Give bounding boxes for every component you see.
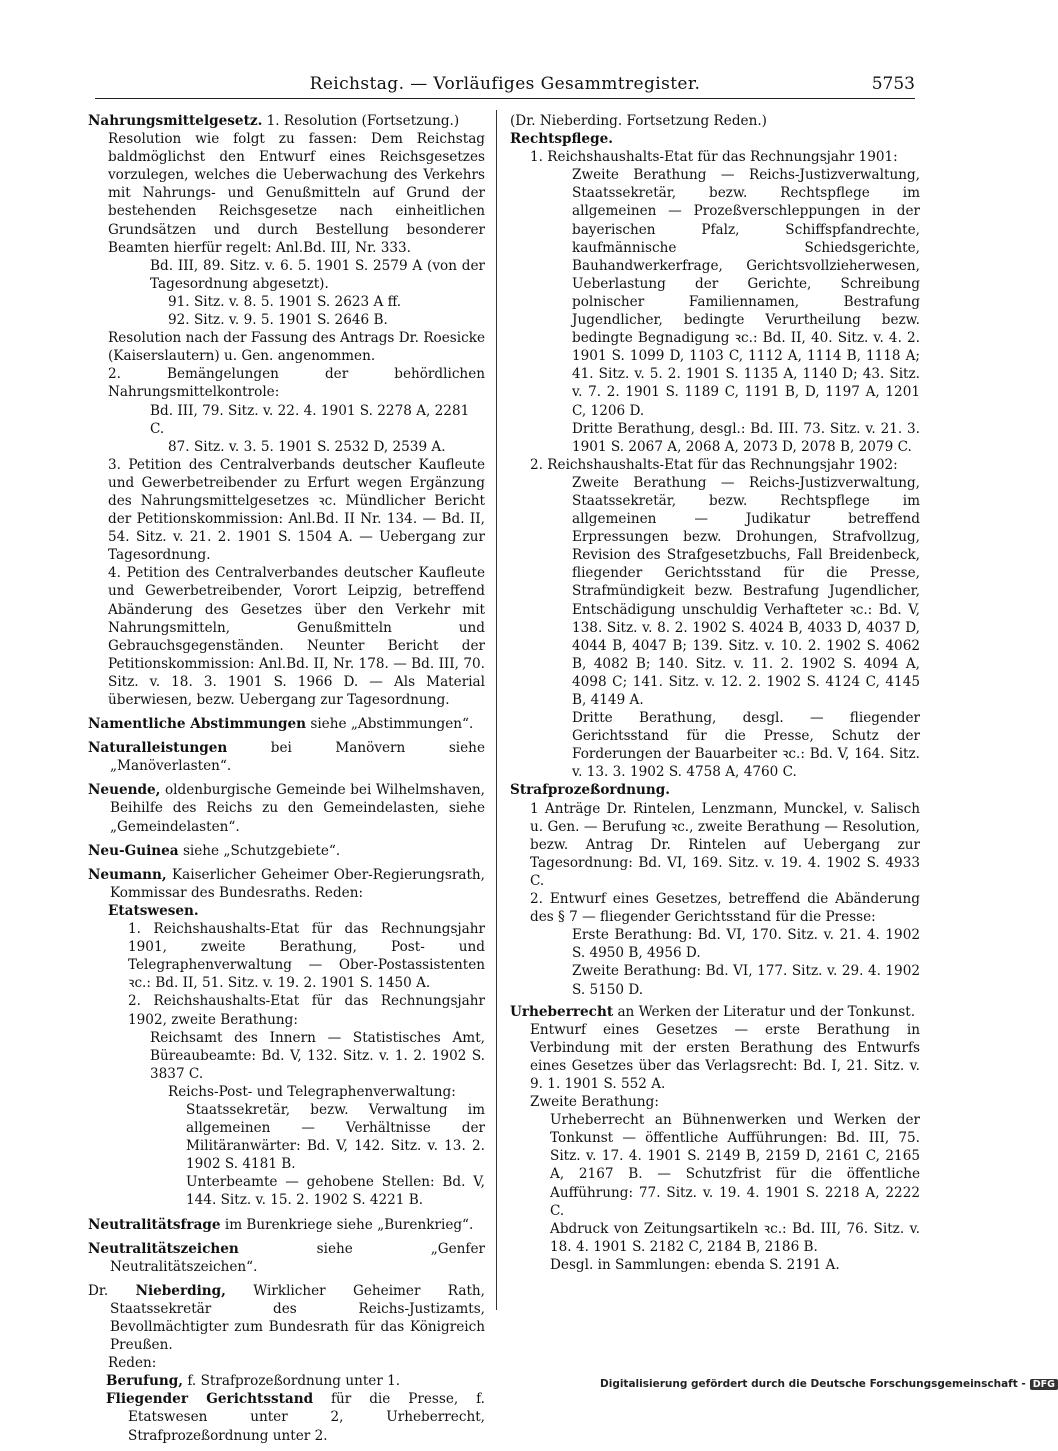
- left-column: [88, 112, 485, 1451]
- reden-label: Reden:: [108, 1355, 157, 1372]
- reference: Dritte Berathung, desgl.: Bd. III. 73. Sitz. v. 21. 3. 1901 S. 2067 A, 2068 A, 2073 D, 2078 B, 2079 C.: [572, 420, 920, 455]
- footer-credit: [600, 1378, 1055, 1394]
- reference: Zweite Berathung — Reichs-Justizverwaltung, Staatssekretär, bezw. Rechtspflege im allgemeinen — Judikatur betreffend Erpressungen bezw. Drohungen, Strafvollzug, Revision des Strafgesetzbuchs, Fall Breidenbeck, fliegender Gerichtsstand für die Presse, Strafmündigkeit bezw. Bestrafung Jugendlicher, Entschädigung unschuldig Verhafteter ꝛc.: Bd. V, 138. Sitz. v. 8. 2. 1902 S. 4024 B, 4033 D, 4037 D, 4044 B, 4047 B; 139. Sitz. v. 10. 2. 1902 S. 4062 B, 4082 B; 140. Sitz. v. 11. 2. 1902 S. 4094 A, 4098 C; 141. Sitz. v. 12. 2. 1902 S. 4124 C, 4145 B, 4149 A.: [572, 474, 920, 708]
- entry-text: Kaiserlicher Geheimer Ober-Regierungsrath, Kommissar des Bundesraths. Reden:: [110, 866, 485, 901]
- reference: Dritte Berathung, desgl. — fliegender Gerichtsstand für die Presse, Schutz der Forderungen der Bauarbeiter ꝛc.: Bd. V, 164. Sitz. v. 13. 3. 1902 S. 4758 A, 4760 C.: [572, 710, 920, 781]
- headword: Neutralitätsfrage: [88, 1216, 221, 1233]
- entry-namentliche-abstimmungen: [88, 715, 485, 733]
- list-item: 2. Reichshaushalts-Etat für das Rechnungsjahr 1902:: [530, 456, 898, 473]
- paragraph: Resolution nach der Fassung des Antrags Dr. Roesicke (Kaiserslautern) u. Gen. angenommen.: [108, 330, 485, 365]
- reference: Zweite Berathung — Reichs-Justizverwaltung, Staatssekretär, bezw. Rechtspflege im allgemeinen — Prozeßverschleppungen in der bayerischen Pfalz, Schiffspfandrechte, kaufmännische Schiedsgerichte, Bauhandwerkerfrage, Gerichtsvollzieherwesen, Ueberlastung der Gerichte, Schreibung polnischer Familiennamen, Bestrafung Jugendlicher, bedingte Verurtheilung bezw. bedingte Begnadigung ꝛc.: Bd. II, 40. Sitz. v. 4. 2. 1901 S. 1099 D, 1103 C, 1112 A, 1114 B, 1118 A; 41. Sitz. v. 5. 2. 1901 S. 1135 A, 1140 D; 43. Sitz. v. 7. 2. 1901 S. 1189 C, 1191 B, D, 1197 A, 1201 C, 1206 D.: [572, 167, 920, 419]
- entry-nieberding: [88, 1282, 485, 1445]
- headword: Naturalleistungen: [88, 740, 228, 757]
- entry-neutralitaetszeichen: [88, 1240, 485, 1276]
- entry-text: an Werken der Literatur und der Tonkunst.: [617, 1003, 916, 1020]
- entry-text: siehe „Genfer Neutralitätszeichen“.: [110, 1240, 485, 1275]
- entry-text: bei Manövern siehe „Manöverlasten“.: [110, 740, 485, 775]
- reference: Bd. III, 89. Sitz. v. 6. 5. 1901 S. 2579 A (von der Tagesordnung abgesetzt).: [150, 257, 485, 292]
- reference: Desgl. in Sammlungen: ebenda S. 2191 A.: [550, 1256, 840, 1273]
- reference: 91. Sitz. v. 8. 5. 1901 S. 2623 A ff.: [168, 293, 402, 310]
- reference: Urheberrecht an Bühnenwerken und Werken der Tonkunst — öffentliche Aufführungen: Bd. III, 75. Sitz. v. 17. 4. 1901 S. 2149 B, 2159 D, 2161 C, 2165 A, 2167 B. — Schutzfrist für die öffentliche Aufführung: 77. Sitz. v. 19. 4. 1901 S. 2218 A, 2222 C.: [550, 1112, 920, 1219]
- entry-text: oldenburgische Gemeinde bei Wilhelmshaven, Beihilfe des Reichs zu den Gemeindelasten, siehe „Gemeindelasten“.: [110, 782, 485, 835]
- reference: Staatssekretär, bezw. Verwaltung im allgemeinen — Verhältnisse der Militäranwärter: Bd. V, 142. Sitz. v. 13. 2. 1902 S. 4181 B.: [186, 1101, 485, 1173]
- paragraph: Zweite Berathung:: [530, 1094, 659, 1111]
- list-item: 2. Bemängelungen der behördlichen Nahrungsmittelkontrole:: [108, 366, 485, 401]
- entry-nahrungsmittelgesetz: [88, 112, 485, 709]
- entry-urheberrecht: [510, 1003, 920, 1021]
- list-item: 2. Reichshaushalts-Etat für das Rechnungsjahr 1902, zweite Berathung:: [128, 993, 485, 1028]
- entry-text: für die Presse, f. Etatswesen unter 2, Urheberrecht, Strafprozeßordnung unter 2.: [128, 1391, 485, 1444]
- reference: Reichs-Post- und Telegraphenverwaltung:: [168, 1083, 456, 1100]
- dfg-logo-icon: DFG: [1030, 1379, 1058, 1390]
- headword: Nieberding,: [135, 1282, 226, 1299]
- headword: Neutralitätszeichen: [88, 1240, 239, 1257]
- subheading: 1. Resolution (Fortsetzung.): [266, 113, 460, 129]
- entry-heading-line: [88, 112, 485, 130]
- running-title: Reichstag. — Vorläufiges Gesammtregister.: [309, 74, 701, 94]
- entry-neutralitaetsfrage: [88, 1216, 485, 1234]
- paragraph: Entwurf eines Gesetzes — erste Berathung in Verbindung mit der ersten Berathung des Entwurfs eines Gesetzes über das Verlagsrecht: Bd. I, 21. Sitz. v. 9. 1. 1901 S. 552 A.: [530, 1021, 920, 1092]
- entry-naturalleistungen: [88, 739, 485, 775]
- entry-heading-line: [88, 866, 485, 902]
- reference: Erste Berathung: Bd. VI, 170. Sitz. v. 21. 4. 1902 S. 4950 B, 4956 D.: [572, 927, 920, 962]
- headword: Berufung,: [106, 1373, 184, 1390]
- headword: Fliegender Gerichtsstand: [106, 1391, 314, 1408]
- reference: 87. Sitz. v. 3. 5. 1901 S. 2532 D, 2539 A.: [168, 438, 446, 455]
- reference: Abdruck von Zeitungsartikeln ꝛc.: Bd. III, 76. Sitz. v. 18. 4. 1901 S. 2182 C, 2184 B, 2186 B.: [550, 1220, 920, 1255]
- right-column: [510, 112, 920, 1274]
- entry-text: siehe „Abstimmungen“.: [310, 716, 474, 733]
- entry-heading-line: [88, 1282, 485, 1354]
- headword: Namentliche Abstimmungen: [88, 716, 307, 733]
- headword: Neuende,: [88, 782, 161, 799]
- entry-text: f. Strafprozeßordnung unter 1.: [187, 1373, 401, 1390]
- list-item: 2. Entwurf eines Gesetzes, betreffend die Abänderung des § 7 — fliegender Gerichtsstand für die Presse:: [530, 891, 920, 926]
- list-item: 1 Anträge Dr. Rintelen, Lenzmann, Munckel, v. Salisch u. Gen. — Berufung ꝛc., zweite Berathung — Resolution, bezw. Antrag Dr. Rintelen auf Uebergang zur Tagesordnung: Bd. VI, 169. Sitz. v. 19. 4. 1902 S. 4933 C.: [530, 800, 920, 889]
- list-item: 1. Reichshaushalts-Etat für das Rechnungsjahr 1901, zweite Berathung, Post- und Telegraphenverwaltung — Ober-Postassistenten ꝛc.: Bd. II, 51. Sitz. v. 19. 2. 1901 S. 1450 A.: [128, 921, 485, 992]
- page-header: [95, 72, 915, 99]
- list-item: [88, 1390, 485, 1444]
- headword: Neumann,: [88, 866, 167, 883]
- reference: 92. Sitz. v. 9. 5. 1901 S. 2646 B.: [168, 312, 388, 329]
- entry-text: im Burenkriege siehe „Burenkrieg“.: [224, 1216, 474, 1233]
- reference: Bd. III, 79. Sitz. v. 22. 4. 1901 S. 2278 A, 2281 C.: [150, 402, 470, 437]
- entry-text: Wirklicher Geheimer Rath, Staatssekretär des Reichs-Justizamts, Bevollmächtigter zum Bundesrath für das Königreich Preußen.: [110, 1282, 485, 1354]
- list-item: [88, 1372, 485, 1390]
- reference: Unterbeamte — gehobene Stellen: Bd. V, 144. Sitz. v. 15. 2. 1902 S. 4221 B.: [186, 1174, 485, 1209]
- headword: Nahrungsmittelgesetz.: [88, 113, 263, 129]
- entry-neuende: [88, 781, 485, 835]
- headword: Urheberrecht: [510, 1003, 614, 1020]
- column-divider: [496, 110, 497, 1310]
- reference: Reichsamt des Innern — Statistisches Amt, Büreaubeamte: Bd. V, 132. Sitz. v. 1. 2. 1902 S. 3837 C.: [150, 1029, 485, 1082]
- headword: Neu-Guinea: [88, 842, 179, 859]
- subheading: Etatswesen.: [108, 902, 199, 919]
- page-number: 5753: [871, 74, 915, 94]
- list-item: 1. Reichshaushalts-Etat für das Rechnungsjahr 1901:: [530, 149, 898, 166]
- footer-text: Digitalisierung gefördert durch die Deutsche Forschungsgemeinschaft -: [600, 1378, 1026, 1390]
- title-prefix: Dr.: [88, 1282, 109, 1299]
- entry-neumann: [88, 866, 485, 1210]
- paragraph: Resolution wie folgt zu fassen: Dem Reichstag baldmöglichst den Entwurf eines Reichsgesetzes vorzulegen, welches die Ueberwachung des Verkehrs mit Nahrungs- und Genußmitteln auf Grund der bestehenden Reichsgesetze nach einheitlichen Grundsätzen und durch Bestellung besonderer Beamten hierfür regelt: Anl.Bd. III, Nr. 333.: [108, 131, 485, 256]
- list-item: 3. Petition des Centralverbands deutscher Kaufleute und Gewerbetreibender zu Erfurt wegen Ergänzung des Nahrungsmittelgesetzes ꝛc. Mündlicher Bericht der Petitionskommission: Anl.Bd. II Nr. 134. — Bd. II, 54. Sitz. v. 21. 2. 1901 S. 1504 A. — Uebergang zur Tagesordnung.: [108, 456, 485, 564]
- entry-text: siehe „Schutzgebiete“.: [182, 842, 341, 859]
- subheading: Rechtspflege.: [510, 131, 613, 148]
- reference: Zweite Berathung: Bd. VI, 177. Sitz. v. 29. 4. 1902 S. 5150 D.: [572, 963, 920, 998]
- entry-neu-guinea: [88, 842, 485, 860]
- continuation-heading: (Dr. Nieberding. Fortsetzung Reden.): [510, 113, 767, 129]
- subheading: Strafprozeßordnung.: [510, 782, 670, 799]
- list-item: 4. Petition des Centralverbandes deutscher Kaufleute und Gewerbetreibender, Vorort Leipzig, betreffend Abänderung des Gesetzes über den Verkehr mit Nahrungsmitteln, Genußmitteln und Gebrauchsgegenständen. Neunter Bericht der Petitionskommission: Anl.Bd. II, Nr. 178. — Bd. III, 70. Sitz. v. 18. 3. 1901 S. 1966 D. — Als Material überwiesen, bezw. Uebergang zur Tagesordnung.: [108, 565, 485, 708]
